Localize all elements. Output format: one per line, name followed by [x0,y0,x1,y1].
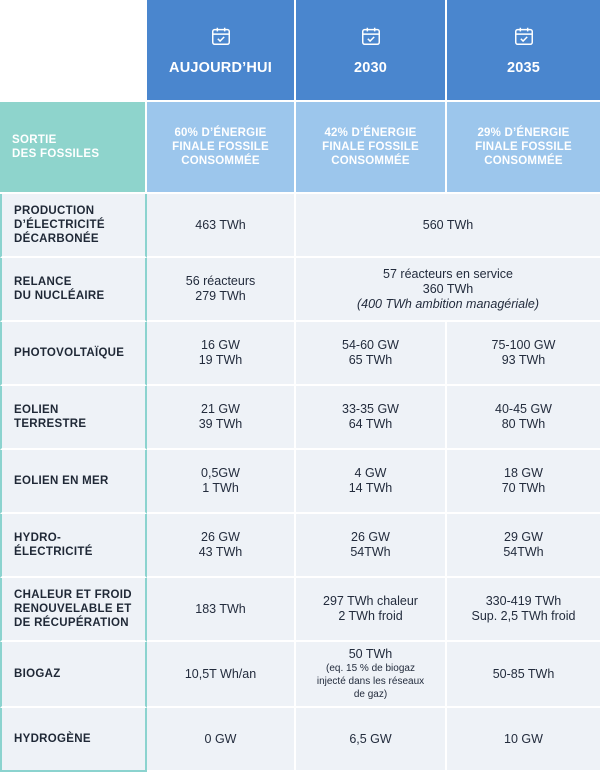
value-line: 1 TWh [202,481,239,495]
hydro-2030 [296,514,447,578]
nucleaire-2030-2035 [296,258,600,322]
pv-2030 [296,322,447,386]
row-label-sortie-fossiles [0,102,147,194]
calendar-check-icon [210,25,232,47]
value-line: 54TWh [503,545,544,559]
pv-today [147,322,296,386]
label-line: D’ÉLECTRICITÉ [14,219,105,231]
value-line: 75-100 GW [491,338,556,352]
label-line: DÉCARBONÉE [14,233,99,245]
row-label-nucleaire [0,258,147,322]
label-line: SORTIE [12,134,57,146]
value-line: 33-35 GW [342,402,399,416]
label-line: DU NUCLÉAIRE [14,290,105,302]
row-label-hydro [0,514,147,578]
label-line: HYDROGÈNE [14,733,91,745]
label-line: DE RÉCUPÉRATION [14,617,129,629]
eolien-mer-today [147,450,296,514]
calendar-check-icon [513,25,535,47]
label-line: DES FOSSILES [12,148,100,160]
hydro-today [147,514,296,578]
biogaz-2030 [296,642,447,708]
label-line: HYDRO- [14,532,62,544]
value-note: (eq. 15 % de biogaz [326,663,415,674]
fossil-share-2030 [296,102,447,194]
value-line: 54TWh [350,545,391,559]
value-line: 26 GW [201,530,240,544]
value-line: 50 TWh [348,647,393,661]
chaleur-2030 [296,578,447,642]
text-line: FINALE FOSSILE [322,141,419,153]
value-note: de gaz) [353,689,388,700]
corner-blank [0,0,147,102]
value-line: (400 TWh ambition managériale) [356,296,540,311]
label-line: BIOGAZ [14,668,61,680]
column-label: AUJOURD’HUI [169,59,272,76]
value-text: 10,5T Wh/an [184,666,257,681]
calendar-check-icon [360,25,382,47]
hydrogene-today [147,708,296,772]
row-label-eolien-terrestre [0,386,147,450]
label-line: EOLIEN EN MER [14,475,109,487]
chaleur-2035 [447,578,600,642]
column-header-2035 [447,0,600,102]
value-line: 14 TWh [348,481,393,495]
label-line: PRODUCTION [14,205,95,217]
label-line: PHOTOVOLTAÏQUE [14,347,125,359]
value-text: 463 TWh [195,217,246,232]
label-line: TERRESTRE [14,418,87,430]
fossil-share-2035 [447,102,600,194]
value-line: 57 réacteurs en service [383,266,513,281]
value-line: 70 TWh [501,481,546,495]
value-line: 29 GW [504,530,543,544]
label-line: EOLIEN [14,404,59,416]
text-line: CONSOMMÉE [331,155,410,167]
row-label-hydrogene [0,708,147,772]
hydrogene-2035 [447,708,600,772]
text-line: CONSOMMÉE [181,155,260,167]
row-label-production [0,194,147,258]
row-label-photovoltaique [0,322,147,386]
pv-2035 [447,322,600,386]
value-line: 40-45 GW [495,402,552,416]
value-line: 80 TWh [501,417,546,431]
value-note: injecté dans les réseaux [316,676,425,687]
row-label-chaleur-froid [0,578,147,642]
value-line: 19 TWh [198,353,243,367]
value-line: 43 TWh [198,545,243,559]
eolien-terrestre-today [147,386,296,450]
value-line: 26 GW [351,530,390,544]
value-line: 21 GW [201,402,240,416]
value-line: 56 réacteurs [185,274,256,288]
value-line: 93 TWh [501,353,546,367]
value-line: 65 TWh [348,353,393,367]
text-line: CONSOMMÉE [484,155,563,167]
production-2030-2035 [296,194,600,258]
eolien-mer-2035 [447,450,600,514]
value-line: 64 TWh [348,417,393,431]
column-label: 2030 [353,59,388,76]
value-line: 4 GW [354,466,387,480]
production-today [147,194,296,258]
hydrogene-2030 [296,708,447,772]
value-line: 0,5GW [201,466,240,480]
text-line: FINALE FOSSILE [475,141,572,153]
value-text: 6,5 GW [349,731,392,746]
text-line: 60% D’ÉNERGIE [174,127,267,139]
value-line: 279 TWh [195,289,246,303]
label-line: CHALEUR ET FROID [14,589,132,601]
label-line: RENOUVELABLE ET [14,603,132,615]
fossil-share-today [147,102,296,194]
eolien-terrestre-2035 [447,386,600,450]
biogaz-2035 [447,642,600,708]
value-text: 560 TWh [422,217,474,232]
value-line: Sup. 2,5 TWh froid [471,609,576,623]
row-label-eolien-mer [0,450,147,514]
eolien-mer-2030 [296,450,447,514]
column-header-2030 [296,0,447,102]
value-line: 330-419 TWh [485,594,562,608]
chaleur-today [147,578,296,642]
row-label-biogaz [0,642,147,708]
value-text: 0 GW [204,731,237,746]
label-line: ÉLECTRICITÉ [14,546,93,558]
biogaz-today [147,642,296,708]
value-line: 297 TWh chaleur [323,594,418,608]
text-line: 42% D’ÉNERGIE [324,127,417,139]
column-header-today [147,0,296,102]
value-line: 18 GW [504,466,543,480]
text-line: FINALE FOSSILE [172,141,269,153]
hydro-2035 [447,514,600,578]
value-line: 16 GW [201,338,240,352]
column-label: 2035 [506,59,541,76]
nucleaire-today [147,258,296,322]
value-line: 54-60 GW [342,338,399,352]
eolien-terrestre-2030 [296,386,447,450]
value-line: 360 TWh [422,281,474,296]
label-line: RELANCE [14,276,72,288]
value-text: 50-85 TWh [492,666,555,681]
value-text: 183 TWh [195,601,246,616]
value-text: 10 GW [504,731,543,746]
value-line: 2 TWh froid [338,609,403,623]
text-line: 29% D’ÉNERGIE [477,127,570,139]
value-line: 39 TWh [198,417,243,431]
